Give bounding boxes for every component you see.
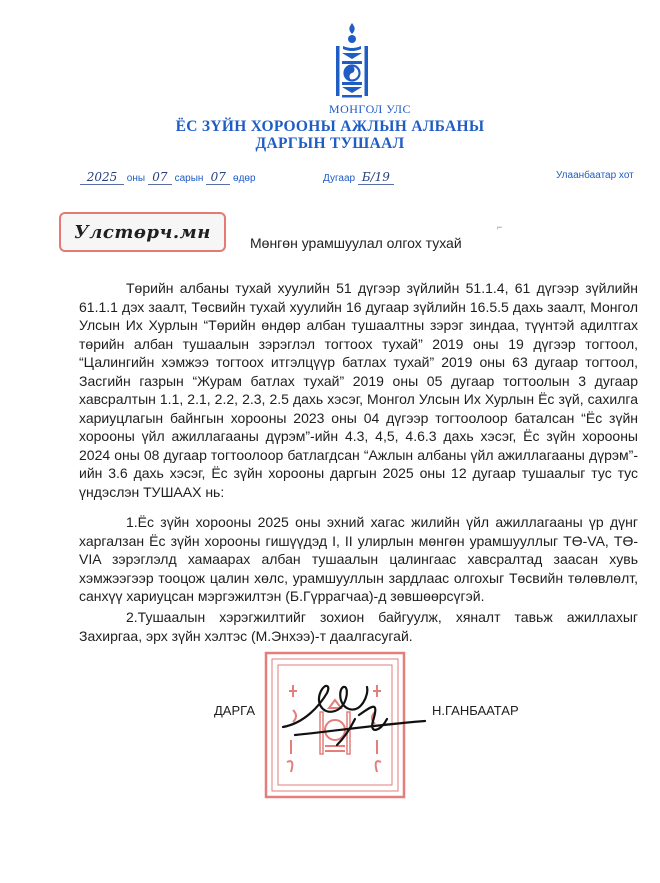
signatory-name: Н.ГАНБААТАР [432,703,519,718]
header-doc-type: ДАРГЫН ТУШААЛ [255,135,405,152]
order-number-label: Дугаар [323,173,356,184]
date-year-label: оны [126,173,146,184]
header-office: ЁС ЗҮЙН ХОРООНЫ АЖЛЫН АЛБАНЫ [175,118,485,135]
paragraph-order-1: 1.Ёс зүйн хорооны 2025 оны эхний хагас жилийн үйл ажиллагааны үр дүнг харгалзан Ёс зүйн хорооны гишүүдэд I, II улирлын мөнгөн урамшууллыг ТӨ-VA, ТӨ-VIA зэрэглэлд хамаарах албан тушаалын цалингаас хавсралтад заасан хувь хэмжээгээр тооцож цалин хөлс, урамшууллын зардлаас олгохыг Төсвийн төлөвлөлт, санхүү хариуцсан мэргэжилтэн (Б.Гүррагчаа)-д зөвшөөрсүгэй. [79,514,638,604]
header-country: МОНГОЛ УЛС [328,102,412,116]
date-month-label: сарын [174,173,204,184]
date-line [80,170,256,185]
place: Улаанбаатар хот [556,170,634,181]
date-day-label: өдөр [233,173,256,184]
date-year-value: 2025 [80,170,124,185]
corner-mark: ⌐ [497,222,503,232]
subject-title: Мөнгөн урамшуулал олгох тухай [250,235,462,251]
date-month-value: 07 [148,170,172,185]
paragraph-order-2: 2.Тушаалын хэрэгжилтийг зохион байгуулж, хяналт тавьж ажиллахыг Захиргаа, эрх зүйн хэлтэс (М.Энхээ)-т даалгасугай. [79,609,638,644]
watermark-badge [59,212,226,252]
signature-icon [275,675,435,755]
date-day-value: 07 [206,170,230,185]
order-number [323,170,394,185]
watermark-badge-text: Улстөрч.мн [74,221,211,243]
soyombo-emblem-icon [333,22,371,100]
signatory-title: ДАРГА [214,703,255,718]
order-number-value: Б/19 [358,170,394,185]
paragraph-basis: Төрийн албаны тухай хуулийн 51 дүгээр зүйлийн 51.1.4, 61 дүгээр зүйлийн 61.1.1 дэх заалт, Төсвийн тухай хуулийн 16 дугаар зүйлийн 16.5.5 дахь заалт, Монгол Улсын Их Хурлын “Төрийн өндөр албан тушаалтны зэрэг зиндаа, түүнтэй адилтгах төрийн албан тушаалын зэрэглэл тогтоох тухай” 2019 оны 19 дүгээр тогтоол, “Цалингийн хэмжээ тогтоох итгэлцүүр батлах тухай” 2019 оны 63 дугаар тогтоол, Засгийн газрын “Журам батлах тухай” 2019 оны 05 дугаар тогтоолын 3 дугаар хавсралтын 1.1, 2.1, 2.2, 2.3, 2.5 дахь хэсэг, Монгол Улсын Их Хурлын Ёс зүй, сахилга хариуцлагын байнгын хорооны 2023 оны 04 дүгээр тогтоолоор баталсан “Ёс зүйн хорооны үйл ажиллагааны дүрэм”-ийн 4.3, 4,5, 4.6.3 дахь хэсэг, Ёс зүйн хорооны 2024 оны 08 дугаар тогтоолоор батлагдсан “Ажлын албаны үйл ажиллагааны дүрэм”-ийн 3.6 дахь хэсэг, Ёс зүйн хорооны даргын 2025 оны 12 дугаар тушаалыг тус тус үндэслэн ТУШААХ нь: [79,280,638,500]
